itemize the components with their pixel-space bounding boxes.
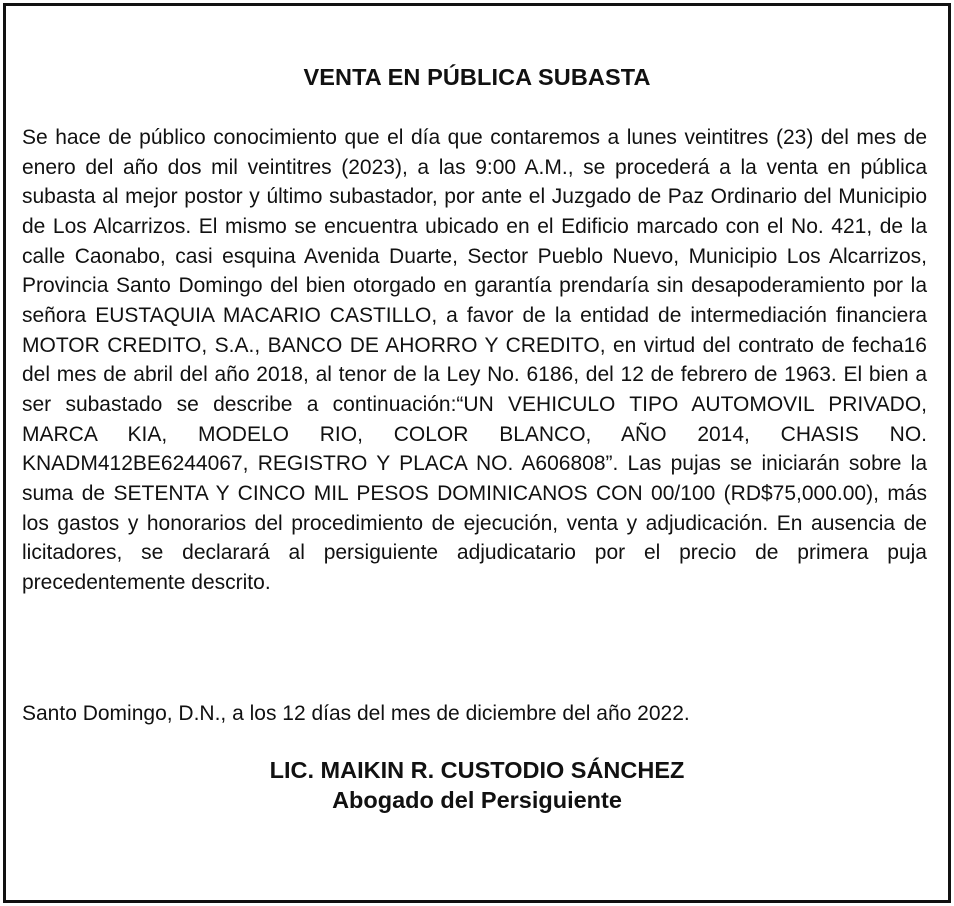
signer-name: LIC. MAIKIN R. CUSTODIO SÁNCHEZ (269, 757, 685, 783)
notice-title: VENTA EN PÚBLICA SUBASTA (303, 64, 651, 90)
signer-role: Abogado del Persiguiente (332, 787, 622, 813)
auction-notice (3, 3, 951, 903)
notice-date-line: Santo Domingo, D.N., a los 12 días del mes de diciembre del año 2022. (22, 702, 690, 725)
notice-body: Se hace de público conocimiento que el día que contaremos a lunes veintitres (23) del mes de enero del año dos mil veintitres (2023), a las 9:00 A.M., se procederá a la venta en pública subasta al mejor postor y último subastador, por ante el Juzgado de Paz Ordinario del Municipio de Los Alcarrizos. El mismo se encuentra ubicado en el Edificio marcado con el No. 421, de la calle Caonabo, casi esquina Avenida Duarte, Sector Pueblo Nuevo, Municipio Los Alcarrizos, Provincia Santo Domingo del bien otorgado en garantía prendaría sin desapoderamiento por la señora EUSTAQUIA MACARIO CASTILLO, a favor de la entidad de intermediación financiera MOTOR CREDITO, S.A., BANCO DE AHORRO Y CREDITO, en virtud del contrato de fecha16 del mes de abril del año 2018, al tenor de la Ley No. 6186, del 12 de febrero de 1963. El bien a ser subastado se describe a continuación:“UN VEHICULO TIPO AUTOMOVIL PRIVADO, MARCA KIA, MODELO RIO, COLOR BLANCO, AÑO 2014, CHASIS NO. KNADM412BE6244067, REGISTRO Y PLACA NO. A606808”. Las pujas se iniciarán sobre la suma de SETENTA Y CINCO MIL PESOS DOMINICANOS CON 00/100 (RD$75,000.00), más los gastos y honorarios del procedimiento de ejecución, venta y adjudicación. En ausencia de licitadores, se declarará al persiguiente adjudicatario por el precio de primera puja precedentemente descrito. (22, 126, 927, 594)
